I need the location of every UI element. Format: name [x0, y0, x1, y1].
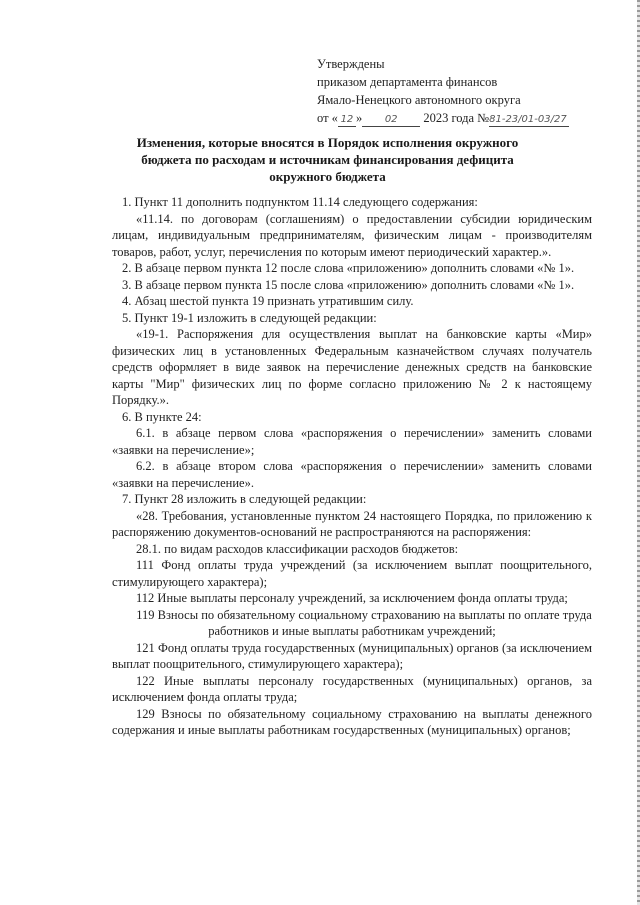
approval-from: от «: [317, 111, 338, 125]
paragraph-3: 3. В абзаце первом пункта 15 после слова «приложению» дополнить словами «№ 1».: [122, 277, 575, 292]
paragraph-4: 4. Абзац шестой пункта 19 признать утратившим силу.: [122, 294, 414, 308]
paragraph-11-14: «11.14. по договорам (соглашениям) о предоставлении субсидии юридическим лицам, индивидуальным предпринимателям, физическим лицам - производителям товаров, работ, услуг, перечисления по которым имеют периодический характер.».: [112, 211, 592, 259]
paragraph-1: 1. Пункт 11 дополнить подпунктом 11.14 следующего содержания:: [122, 195, 478, 209]
paragraph-28: «28. Требования, установленные пунктом 24 настоящего Порядка, по приложению к распоряжению документов-оснований не распространяются на распоряжения:: [112, 508, 592, 539]
paragraph-19-1: «19-1. Распоряжения для осуществления выплат на банковские карты «Мир» физических лиц в установленных Федеральным казначейством случаях получатель средств оформляет в виде заявок на перечисление денежных средств на банковские карты "Мир" физических лиц по форме согласно приложению № 2 к настоящему Порядку.».: [112, 327, 592, 407]
paragraph-28-1: 28.1. по видам расходов классификации расходов бюджетов:: [136, 541, 459, 556]
paragraph-7: 7. Пункт 28 изложить в следующей редакции:: [122, 492, 367, 506]
approval-line-1: Утверждены: [317, 57, 385, 71]
paragraph-111: 111 Фонд оплаты труда учреждений (за исключением выплат поощрительного, стимулирующего характера);: [112, 558, 592, 589]
paragraph-112: 112 Иные выплаты персоналу учреждений, за исключением фонда оплаты труда;: [136, 591, 568, 605]
approval-month: 02: [362, 114, 420, 127]
paragraph-2: 2. В абзаце первом пункта 12 после слова «приложению» дополнить словами «№ 1».: [122, 261, 575, 275]
approval-date-line: [317, 109, 617, 127]
approval-number: 81-23/01-03/27: [489, 114, 569, 127]
approval-day: 12: [338, 114, 356, 127]
approval-line-2: приказом департамента финансов: [317, 75, 498, 89]
paragraph-121: 121 Фонд оплаты труда государственных (муниципальных) органов (за исключением выплат поощрительного, стимулирующего характера);: [112, 640, 592, 671]
paragraph-119: 119 Взносы по обязательному социальному страхованию на выплаты по оплате труда работников и иные выплаты работникам учреждений;: [136, 607, 592, 638]
paragraph-129: 129 Взносы по обязательному социальному страхованию на выплаты денежного содержания и иные выплаты работникам государственных (муниципальных) органов;: [112, 706, 592, 737]
approval-year-text: 2023 года №: [423, 111, 490, 125]
document-body: [112, 194, 592, 739]
paragraph-122: 122 Иные выплаты персоналу государственных (муниципальных) органов, за исключением фонда оплаты труда;: [112, 673, 592, 704]
approval-close-quote: »: [355, 111, 363, 125]
paragraph-6-1: 6.1. в абзаце первом слова «распоряжения о перечислении» заменить словами «заявки на перечисление»;: [112, 426, 592, 457]
paragraph-6: 6. В пункте 24:: [122, 409, 202, 424]
approval-block: [317, 55, 617, 127]
document-title: Изменения, которые вносятся в Порядок исполнения окружного бюджета по расходам и источникам финансирования дефицита окружного бюджета: [136, 135, 519, 184]
paragraph-6-2: 6.2. в абзаце втором слова «распоряжения о перечислении» заменить словами «заявки на перечисление».: [112, 459, 592, 490]
approval-line-3: Ямало-Ненецкого автономного округа: [317, 93, 521, 107]
paragraph-5: 5. Пункт 19-1 изложить в следующей редакции:: [122, 310, 377, 325]
